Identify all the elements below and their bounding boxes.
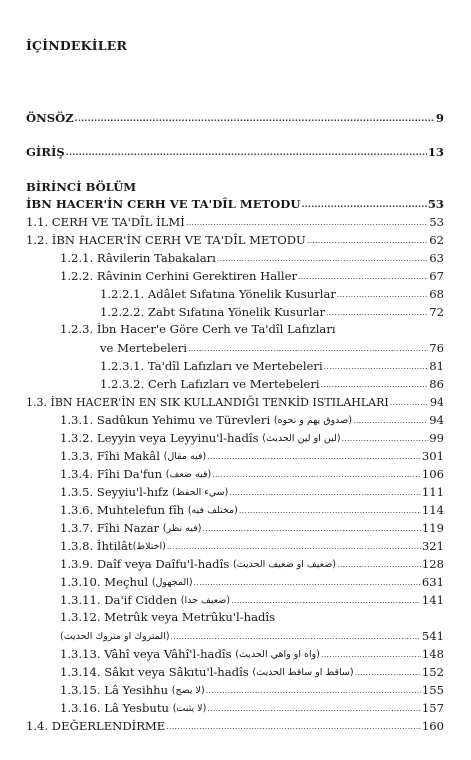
toc-entry-page: 63 bbox=[429, 251, 444, 265]
toc-entry[interactable] bbox=[60, 592, 444, 608]
toc-entry-title: ÖNSÖZ bbox=[26, 111, 74, 125]
dot-leader bbox=[188, 341, 428, 356]
toc-entry[interactable] bbox=[60, 574, 444, 590]
toc-entry[interactable] bbox=[100, 304, 444, 320]
toc-entry-title: 1.1. CERH VE TA'DÎL İLMİ bbox=[26, 215, 185, 229]
toc-entry-page: 128 bbox=[421, 557, 444, 571]
toc-entry[interactable] bbox=[100, 286, 444, 302]
toc-entry[interactable] bbox=[100, 376, 444, 392]
toc-entry-title: GİRİŞ bbox=[26, 145, 65, 159]
toc-entry-arabic: (ضعيف جدا) bbox=[180, 595, 231, 606]
dot-leader bbox=[229, 485, 421, 500]
toc-entry-title: 1.3.8. İhtilât bbox=[60, 539, 133, 553]
toc-entry-page: 321 bbox=[421, 539, 444, 553]
dot-leader bbox=[212, 467, 421, 482]
toc-entry-title: 1.3.14. Sâkıt veya Sâkıtu'l-hadîs bbox=[60, 665, 249, 679]
toc-entry-page: 62 bbox=[429, 233, 444, 247]
toc-entry-page: 111 bbox=[421, 485, 444, 499]
toc-entry[interactable] bbox=[60, 664, 444, 680]
toc-entry[interactable] bbox=[26, 214, 444, 230]
toc-entry[interactable] bbox=[60, 502, 444, 518]
toc-entry-page: 157 bbox=[421, 701, 444, 715]
toc-entry-page: 13 bbox=[427, 145, 444, 159]
dot-leader bbox=[202, 521, 420, 536]
toc-entry[interactable] bbox=[60, 700, 444, 716]
toc-entry-arabic: (فيه ضعف) bbox=[165, 469, 212, 480]
toc-entry-page: 114 bbox=[421, 503, 444, 517]
toc-entry-page: 106 bbox=[421, 467, 444, 481]
toc-entry-arabic: (المتروك او متروك الحديث) bbox=[60, 631, 170, 642]
toc-entry-title: 1.2. İBN HACER'İN CERH VE TA'DÎL METODU bbox=[26, 233, 306, 247]
dot-leader bbox=[239, 503, 421, 518]
toc-entry-arabic: (ساقط او ساقط الحديث) bbox=[252, 667, 354, 678]
toc-entry-title: 1.2.2. Râvinin Cerhini Gerektiren Haller bbox=[60, 269, 297, 283]
toc-entry[interactable] bbox=[60, 682, 444, 698]
toc-entry-onsoz[interactable] bbox=[26, 110, 444, 126]
toc-entry[interactable] bbox=[26, 232, 444, 248]
toc-entry-page: 86 bbox=[429, 377, 444, 391]
dot-leader bbox=[342, 431, 429, 446]
dot-leader bbox=[321, 647, 421, 662]
toc-entry-page: 631 bbox=[421, 575, 444, 589]
toc-entry-title: 1.3.10. Meçhul bbox=[60, 575, 149, 589]
toc-entry-page: 301 bbox=[421, 449, 444, 463]
toc-entry[interactable] bbox=[60, 466, 444, 482]
dot-leader bbox=[337, 287, 428, 302]
toc-entry-title: 1.3.4. Fîhi Da'fun bbox=[60, 467, 163, 481]
toc-entry-title: 1.3.1. Sadûkun Yehimu ve Türevleri bbox=[60, 413, 271, 427]
dot-leader bbox=[321, 377, 429, 392]
toc-entry-arabic: (ضعيف او ضعيف الحديث) bbox=[232, 559, 337, 570]
toc-entry-title: 1.2.3.1. Ta'dîl Lafızları ve Mertebeleri bbox=[100, 359, 323, 373]
toc-entry-page: 76 bbox=[429, 341, 444, 355]
toc-entry[interactable] bbox=[100, 340, 444, 356]
toc-entry[interactable] bbox=[26, 394, 444, 410]
dot-leader bbox=[298, 269, 428, 284]
toc-entry-title: 1.2.3. İbn Hacer'e Göre Cerh ve Ta'dîl Lafızları bbox=[60, 322, 336, 336]
dot-leader bbox=[307, 233, 428, 248]
toc-entry-giris[interactable] bbox=[26, 144, 444, 160]
toc-entry[interactable] bbox=[60, 628, 444, 644]
toc-entry-arabic: (فيه نظر) bbox=[162, 523, 202, 534]
toc-entry-page: 94 bbox=[429, 413, 444, 427]
toc-entry-arabic: (صدوق يهم و نحوه) bbox=[273, 415, 352, 426]
toc-entry-page: 94 bbox=[430, 396, 444, 409]
toc-entry-title: 1.3.7. Fîhi Nazar bbox=[60, 521, 160, 535]
dot-leader bbox=[166, 719, 421, 734]
toc-entry-page: 68 bbox=[429, 287, 444, 301]
toc-entry-arabic: (المجهول) bbox=[151, 577, 193, 588]
toc-entry[interactable] bbox=[60, 646, 444, 662]
toc-entry-page: 9 bbox=[435, 111, 444, 125]
toc-entry-page: 152 bbox=[421, 665, 444, 679]
toc-entry[interactable] bbox=[60, 412, 444, 428]
toc-entry-page: 119 bbox=[421, 521, 444, 535]
toc-entry-title: 1.2.2.1. Adâlet Sıfatına Yönelik Kusurlar bbox=[100, 287, 336, 301]
toc-entry-title: 1.3.13. Vâhî veya Vâhî'l-hadîs bbox=[60, 647, 232, 661]
toc-entry-arabic: (اختلاط) bbox=[132, 541, 166, 552]
toc-entry[interactable] bbox=[60, 250, 444, 266]
dot-leader bbox=[206, 683, 421, 698]
page-title: İÇİNDEKİLER bbox=[26, 38, 128, 53]
toc-entry-page: 53 bbox=[429, 215, 444, 229]
section-heading: BİRİNCİ BÖLÜM bbox=[26, 180, 137, 194]
dot-leader bbox=[207, 449, 421, 464]
toc-entry-arabic: (سيء الحفظ) bbox=[172, 487, 229, 498]
toc-entry-title: 1.2.1. Râvilerin Tabakaları bbox=[60, 251, 216, 265]
toc-entry-arabic: (مختلف فيه) bbox=[187, 505, 238, 516]
toc-entry-title: 1.3.16. Lâ Yesbutu bbox=[60, 701, 170, 715]
toc-entry-title: 1.2.2.2. Zabt Sıfatına Yönelik Kusurlar bbox=[100, 305, 326, 319]
toc-entry[interactable] bbox=[60, 430, 444, 446]
dot-leader bbox=[353, 413, 428, 428]
dot-leader bbox=[75, 111, 435, 126]
toc-entry-page: 155 bbox=[421, 683, 444, 697]
toc-entry-arabic: (فيه مقال) bbox=[163, 451, 207, 462]
dot-leader bbox=[301, 197, 426, 212]
toc-entry-title: 1.3.3. Fîhi Makâl bbox=[60, 449, 160, 463]
toc-entry[interactable] bbox=[100, 358, 444, 374]
toc-entry[interactable] bbox=[60, 448, 444, 464]
dot-leader bbox=[171, 629, 421, 644]
dot-leader bbox=[217, 251, 428, 266]
toc-entry-page: 141 bbox=[421, 593, 444, 607]
toc-entry-page: 81 bbox=[429, 359, 444, 373]
toc-entry-title: 1.3.6. Muhtelefun fîh bbox=[60, 503, 185, 517]
toc-entry[interactable] bbox=[60, 556, 444, 572]
toc-entry-chapter[interactable] bbox=[26, 196, 444, 212]
toc-entry-page: 67 bbox=[429, 269, 444, 283]
toc-entry[interactable] bbox=[60, 538, 444, 554]
toc-entry-page: 148 bbox=[421, 647, 444, 661]
toc-entry-page: 160 bbox=[421, 719, 444, 733]
toc-entry-page: 99 bbox=[429, 431, 444, 445]
dot-leader bbox=[337, 557, 421, 572]
toc-entry[interactable] bbox=[60, 520, 444, 536]
toc-entry-title: 1.3.9. Daîf veya Daîfu'l-hadîs bbox=[60, 557, 230, 571]
toc-entry-title: 1.3. İBN HACER'İN EN SIK KULLANDIĞI TENKİD ISTILAHLARI bbox=[26, 396, 389, 409]
toc-entry-title: 1.3.2. Leyyin veya Leyyinu'l-hadîs bbox=[60, 431, 259, 445]
toc-entry-title: 1.2.3.2. Cerh Lafızları ve Mertebeleri bbox=[100, 377, 320, 391]
toc-entry-title: 1.3.12. Metrûk veya Metrûku'l-hadîs bbox=[60, 610, 276, 624]
toc-entry-page: 53 bbox=[427, 197, 444, 211]
toc-entry-title: 1.4. DEĞERLENDİRME bbox=[26, 719, 166, 733]
dot-leader bbox=[390, 395, 429, 410]
toc-entry-title: İBN HACER'İN CERH VE TA'DÎL METODU bbox=[26, 197, 301, 211]
toc-entry-title: 1.3.5. Seyyiu'l-hıfz bbox=[60, 485, 169, 499]
dot-leader bbox=[207, 701, 421, 716]
dot-leader bbox=[355, 665, 421, 680]
toc-entry-title: 1.3.11. Da'if Cidden bbox=[60, 593, 178, 607]
toc-entry[interactable] bbox=[26, 718, 444, 734]
dot-leader bbox=[324, 359, 429, 374]
toc-entry-arabic: (لا يثبت) bbox=[172, 703, 207, 714]
toc-entry[interactable] bbox=[60, 268, 444, 284]
toc-entry-arabic: (واه او واهي الحديث) bbox=[235, 649, 320, 660]
dot-leader bbox=[186, 215, 428, 230]
dot-leader bbox=[194, 575, 421, 590]
toc-entry-page: 541 bbox=[421, 629, 444, 643]
toc-entry[interactable] bbox=[60, 484, 444, 500]
toc-entry-page: 72 bbox=[429, 305, 444, 319]
dot-leader bbox=[167, 539, 421, 554]
toc-entry-arabic: (لين او لين الحديث) bbox=[262, 433, 341, 444]
dot-leader bbox=[231, 593, 421, 608]
toc-entry-title: 1.3.15. Lâ Yesihhu bbox=[60, 683, 169, 697]
toc-entry-arabic: (لا يصح) bbox=[171, 685, 205, 696]
dot-leader bbox=[326, 305, 428, 320]
toc-entry-title: ve Mertebeleri bbox=[100, 341, 187, 355]
dot-leader bbox=[66, 145, 427, 160]
